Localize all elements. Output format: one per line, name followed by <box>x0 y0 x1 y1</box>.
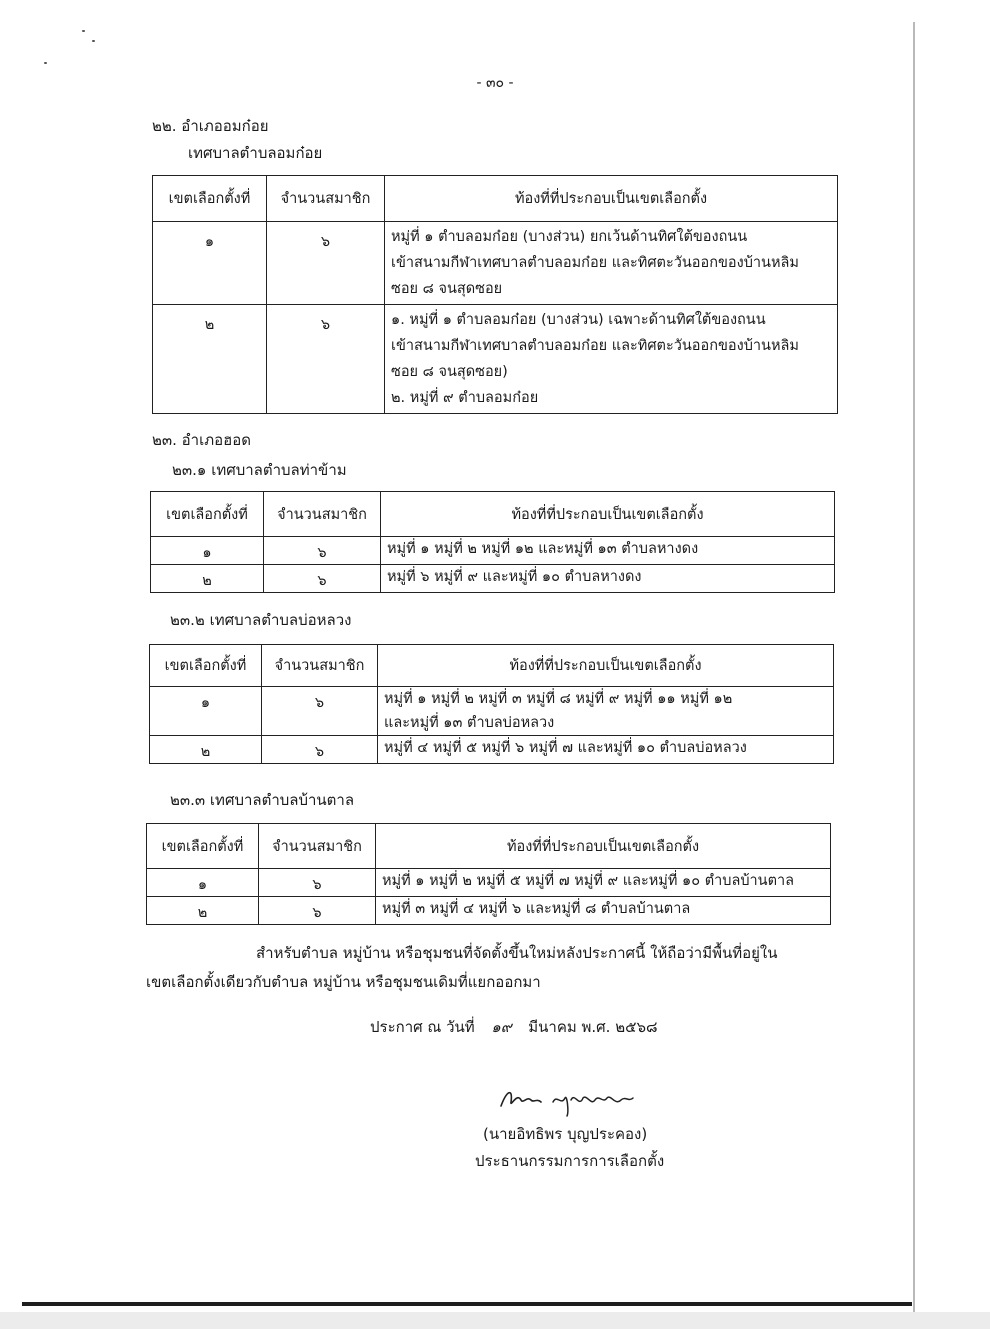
area-line: หมู่ที่ ๖ หมู่ที่ ๙ และหมู่ที่ ๑๐ ตำบลหางดง <box>387 569 642 585</box>
section-23-1-table <box>150 491 835 593</box>
members-cell: ๖ <box>259 869 376 897</box>
table-row <box>153 222 838 305</box>
section-23-1-heading: ๒๓.๑ เทศบาลตำบลท่าข้าม <box>172 461 347 479</box>
column-header-members: จำนวนสมาชิก <box>262 645 378 687</box>
column-header-members: จำนวนสมาชิก <box>264 492 381 537</box>
area-line: หมู่ที่ ๑ ตำบลอมก๋อย (บางส่วน) ยกเว้นด้านทิศใต้ของถนน <box>391 229 748 245</box>
district-cell: ๑ <box>150 687 262 736</box>
section-23-heading: ๒๓. อำเภอฮอด <box>152 431 252 449</box>
table-row <box>147 897 831 925</box>
signature-image <box>497 1082 637 1118</box>
column-header-district: เขตเลือกตั้งที่ <box>147 824 259 869</box>
column-header-area: ท้องที่ที่ประกอบเป็นเขตเลือกตั้ง <box>381 492 835 537</box>
area-line: ๑. หมู่ที่ ๑ ตำบลอมก๋อย (บางส่วน) เฉพาะด้านทิศใต้ของถนน <box>391 312 766 328</box>
members-cell: ๖ <box>259 897 376 925</box>
scan-bottom-margin <box>0 1312 990 1329</box>
area-cell <box>378 687 834 736</box>
area-line: หมู่ที่ ๓ หมู่ที่ ๔ หมู่ที่ ๖ และหมู่ที่ ๘ ตำบลบ้านตาล <box>382 901 691 917</box>
table-header-row <box>153 176 838 222</box>
closing-line-1: สำหรับตำบล หมู่บ้าน หรือชุมชนที่จัดตั้งขึ้นใหม่หลังประกาศนี้ ให้ถือว่ามีพื้นที่อยู่ใน <box>256 944 778 962</box>
column-header-members: จำนวนสมาชิก <box>259 824 376 869</box>
members-cell: ๖ <box>264 537 381 565</box>
section-22-table <box>152 175 838 414</box>
area-line: หมู่ที่ ๑ หมู่ที่ ๒ หมู่ที่ ๕ หมู่ที่ ๗ หมู่ที่ ๙ และหมู่ที่ ๑๐ ตำบลบ้านตาล <box>382 873 795 889</box>
announcement-day: ๑๙ <box>491 1018 512 1036</box>
area-line: เข้าสนามกีฬาเทศบาลตำบลอมก๋อย และทิศตะวันออกของบ้านหลิม <box>391 255 799 271</box>
area-line: ซอย ๘ จนสุดซอย) <box>391 364 508 380</box>
area-line: และหมู่ที่ ๑๓ ตำบลบ่อหลวง <box>384 715 555 731</box>
signer-name: (นายอิทธิพร บุญประคอง) <box>483 1125 648 1143</box>
district-cell: ๑ <box>151 537 264 565</box>
signer-title: ประธานกรรมการการเลือกตั้ง <box>475 1152 665 1170</box>
column-header-district: เขตเลือกตั้งที่ <box>150 645 262 687</box>
scan-speck <box>44 62 47 64</box>
page-number: - ๓๐ - <box>476 75 514 91</box>
column-header-district: เขตเลือกตั้งที่ <box>151 492 264 537</box>
area-line: ๒. หมู่ที่ ๙ ตำบลอมก๋อย <box>391 390 539 406</box>
section-23-2-heading: ๒๓.๒ เทศบาลตำบลบ่อหลวง <box>170 611 352 629</box>
section-23-2-table <box>149 644 834 764</box>
area-line: ซอย ๘ จนสุดซอย <box>391 281 503 297</box>
column-header-district: เขตเลือกตั้งที่ <box>153 176 267 222</box>
section-22-subheading: เทศบาลตำบลอมก๋อย <box>188 144 323 162</box>
table-row <box>151 537 835 565</box>
area-line: หมู่ที่ ๑ หมู่ที่ ๒ หมู่ที่ ๑๒ และหมู่ที่ ๑๓ ตำบลหางดง <box>387 541 699 557</box>
district-cell: ๒ <box>151 565 264 593</box>
column-header-members: จำนวนสมาชิก <box>267 176 385 222</box>
district-cell: ๒ <box>147 897 259 925</box>
section-23-3-heading: ๒๓.๓ เทศบาลตำบลบ้านตาล <box>170 791 355 809</box>
area-cell <box>381 565 835 593</box>
page-edge-bottom <box>22 1302 912 1306</box>
table-header-row <box>150 645 834 687</box>
table-row <box>150 736 834 764</box>
table-row <box>150 687 834 736</box>
members-cell: ๖ <box>264 565 381 593</box>
area-line: เข้าสนามกีฬาเทศบาลตำบลอมก๋อย และทิศตะวันออกของบ้านหลิม <box>391 338 799 354</box>
district-cell: ๑ <box>153 222 267 305</box>
district-cell: ๒ <box>153 305 267 414</box>
table-row <box>151 565 835 593</box>
table-header-row <box>147 824 831 869</box>
area-cell <box>385 305 838 414</box>
column-header-area: ท้องที่ที่ประกอบเป็นเขตเลือกตั้ง <box>378 645 834 687</box>
scan-speck <box>92 40 95 42</box>
column-header-area: ท้องที่ที่ประกอบเป็นเขตเลือกตั้ง <box>385 176 838 222</box>
members-cell: ๖ <box>262 687 378 736</box>
district-cell: ๒ <box>150 736 262 764</box>
members-cell: ๖ <box>267 305 385 414</box>
area-line: หมู่ที่ ๑ หมู่ที่ ๒ หมู่ที่ ๓ หมู่ที่ ๘ หมู่ที่ ๙ หมู่ที่ ๑๑ หมู่ที่ ๑๒ <box>384 691 733 707</box>
announcement-prefix: ประกาศ ณ วันที่ <box>370 1018 475 1036</box>
area-cell <box>376 869 831 897</box>
area-cell <box>376 897 831 925</box>
section-23-3-table <box>146 823 831 925</box>
closing-line-2: เขตเลือกตั้งเดียวกับตำบล หมู่บ้าน หรือชุมชนเดิมที่แยกออกมา <box>146 973 541 991</box>
announcement-month-year: มีนาคม พ.ศ. ๒๕๖๘ <box>528 1018 658 1036</box>
scan-speck <box>82 30 85 32</box>
announcement-date <box>370 1015 658 1039</box>
area-cell <box>385 222 838 305</box>
table-row <box>147 869 831 897</box>
area-line: หมู่ที่ ๔ หมู่ที่ ๕ หมู่ที่ ๖ หมู่ที่ ๗ และหมู่ที่ ๑๐ ตำบลบ่อหลวง <box>384 740 747 756</box>
table-row <box>153 305 838 414</box>
members-cell: ๖ <box>267 222 385 305</box>
page-edge-right <box>913 22 915 1312</box>
members-cell: ๖ <box>262 736 378 764</box>
area-cell <box>381 537 835 565</box>
area-cell <box>378 736 834 764</box>
column-header-area: ท้องที่ที่ประกอบเป็นเขตเลือกตั้ง <box>376 824 831 869</box>
table-header-row <box>151 492 835 537</box>
district-cell: ๑ <box>147 869 259 897</box>
section-22-heading: ๒๒. อำเภออมก๋อย <box>152 117 269 135</box>
